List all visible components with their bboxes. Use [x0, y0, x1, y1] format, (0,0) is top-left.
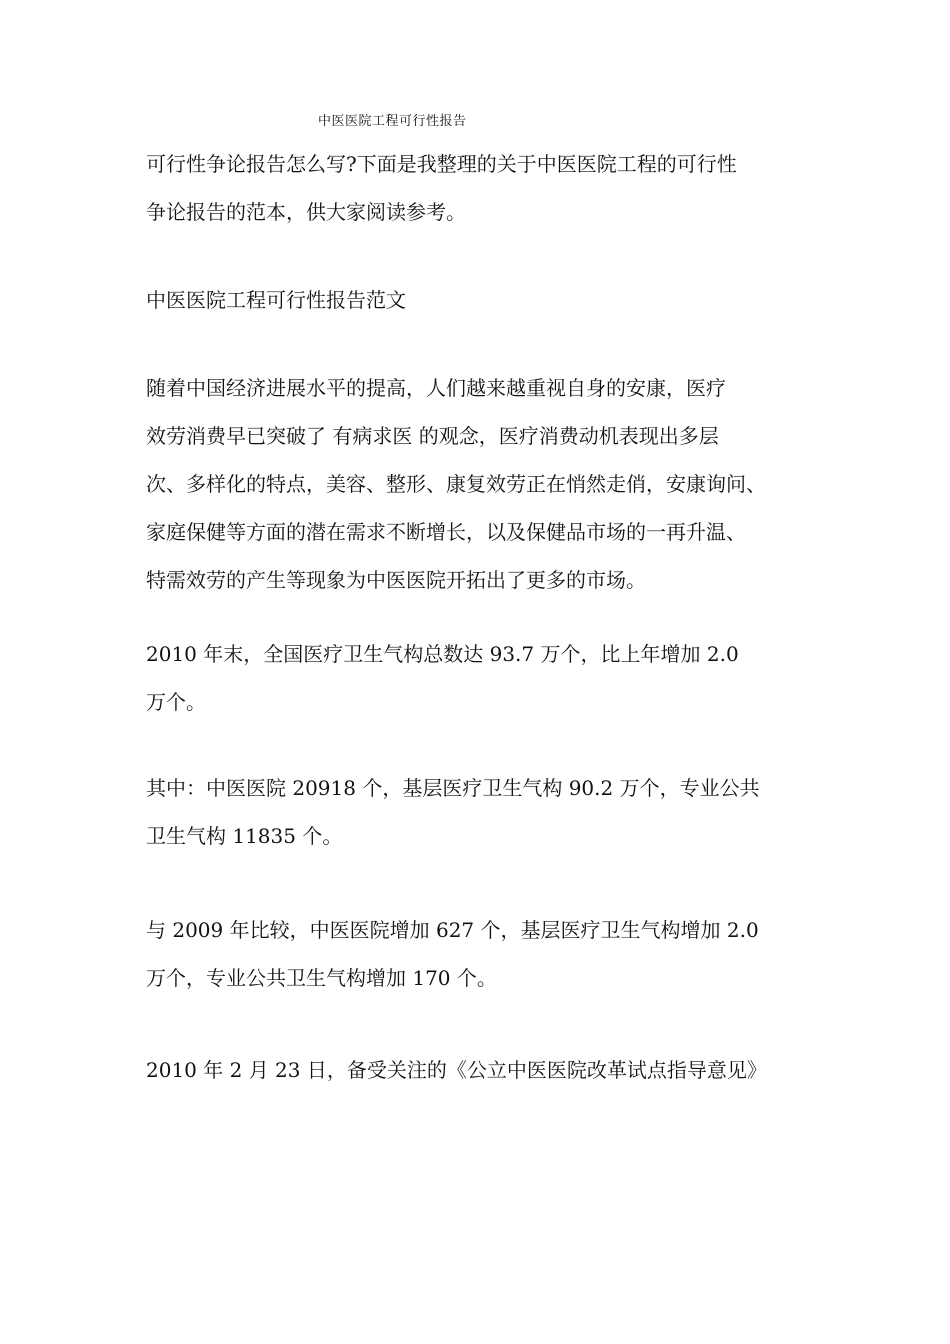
text-line: 2010 年 2 月 23 日，备受关注的《公立中医医院改革试点指导意见》	[146, 1058, 767, 1082]
text-line: 次、多样化的特点，美容、整形、康复效劳正在悄然走俏，安康询问、	[146, 472, 766, 496]
body-paragraph-comparison-2009	[146, 906, 759, 1002]
text-line: 2010 年末，全国医疗卫生气构总数达 93.7 万个，比上年增加 2.0	[146, 642, 739, 666]
text-line: 效劳消费早已突破了 有病求医 的观念，医疗消费动机表现出多层	[146, 424, 719, 448]
text-line: 家庭保健等方面的潜在需求不断增长，以及保健品市场的一再升温、	[146, 520, 746, 544]
text-line: 与 2009 年比较，中医医院增加 627 个，基层医疗卫生气构增加 2.0	[146, 918, 759, 942]
running-header: 中医医院工程可行性报告	[318, 114, 467, 129]
text-line: 争论报告的范本，供大家阅读参考。	[146, 200, 466, 224]
text-line: 万个。	[146, 690, 206, 714]
text-line: 随着中国经济进展水平的提高，人们越来越重视自身的安康，医疗	[146, 376, 726, 400]
text-line: 其中：中医医院 20918 个，基层医疗卫生气构 90.2 万个，专业公共	[146, 776, 760, 800]
intro-paragraph	[146, 140, 737, 236]
text-line: 万个，专业公共卫生气构增加 170 个。	[146, 966, 497, 990]
body-paragraph-background	[146, 364, 766, 604]
heading-line: 中医医院工程可行性报告范文	[146, 288, 406, 312]
body-paragraph-breakdown	[146, 764, 760, 860]
text-line: 可行性争论报告怎么写?下面是我整理的关于中医医院工程的可行性	[146, 152, 737, 176]
text-line: 特需效劳的产生等现象为中医医院开拓出了更多的市场。	[146, 568, 646, 592]
text-line: 卫生气构 11835 个。	[146, 824, 343, 848]
body-paragraph-reform	[146, 1046, 767, 1094]
body-paragraph-statistics-2010	[146, 630, 739, 726]
section-heading	[146, 276, 406, 324]
